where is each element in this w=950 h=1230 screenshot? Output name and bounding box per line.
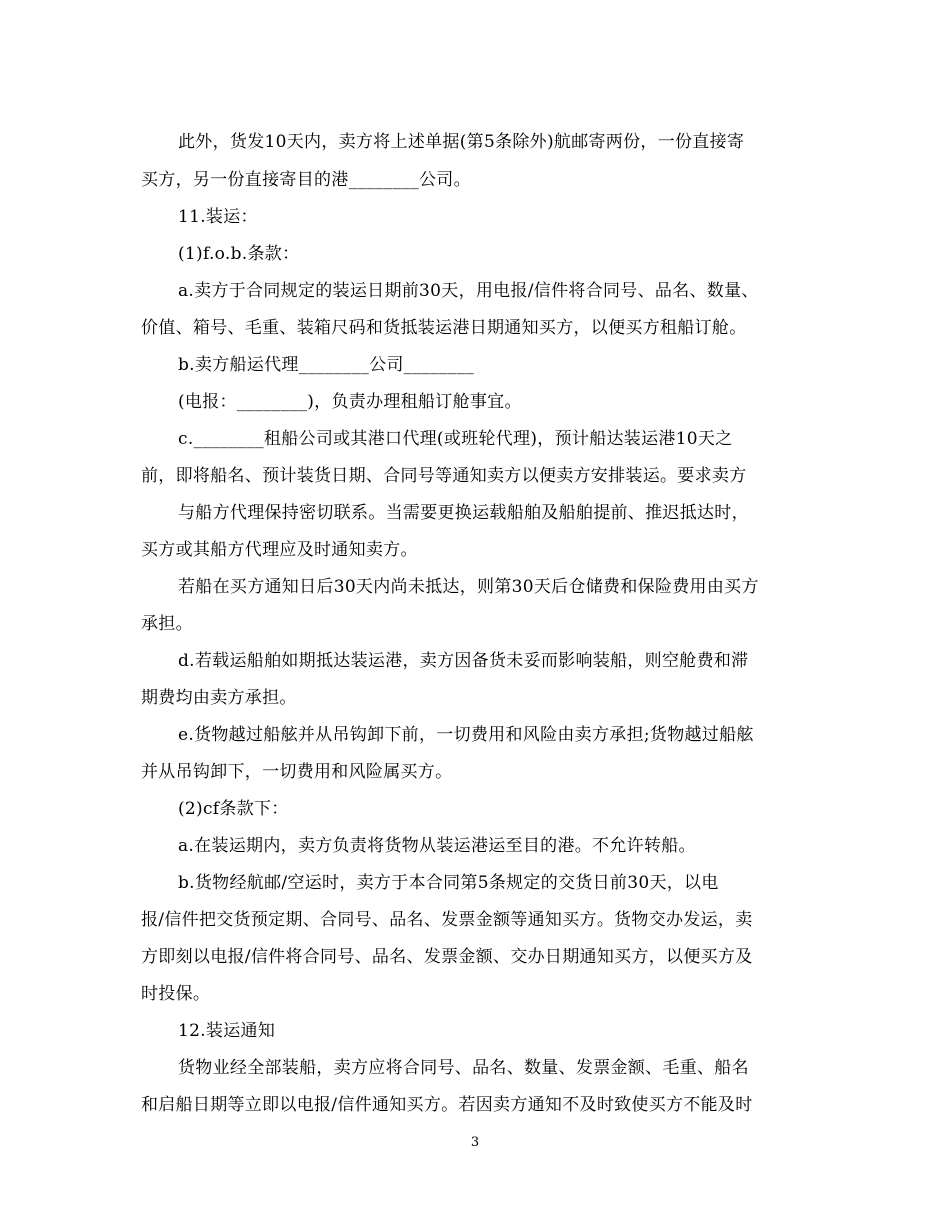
text-line: 报/信件把交货预定期、合同号、品名、发票金额等通知买方。货物交办发运，卖 (141, 910, 753, 930)
text-line: 期费均由卖方承担。 (141, 688, 297, 708)
text-line: (电报：________)，负责办理租船订舱事宜。 (178, 392, 522, 412)
text-line: c.________租船公司或其港口代理(或班轮代理)，预计船达装运港10天之 (178, 429, 733, 449)
text-line: 承担。 (141, 614, 193, 634)
text-line: 并从吊钩卸下，一切费用和风险属买方。 (141, 762, 453, 782)
sub-heading: (2)cf条款下： (178, 799, 289, 819)
text-line: 和启船日期等立即以电报/信件通知买方。若因卖方通知不及时致使买方不能及时 (141, 1095, 753, 1115)
text-line: 前，即将船名、预计装货日期、合同号等通知卖方以便卖方安排装运。要求卖方 (141, 466, 747, 486)
section-heading: 12.装运通知 (178, 1021, 276, 1041)
text-line: 此外，货发10天内，卖方将上述单据(第5条除外)航邮寄两份，一份直接寄 (178, 132, 745, 152)
sub-heading: (1)f.o.b.条款： (178, 244, 300, 264)
text-line: e.货物越过船舷并从吊钩卸下前，一切费用和风险由卖方承担;货物越过船舷 (178, 725, 754, 745)
section-heading: 11.装运： (178, 207, 258, 227)
text-line: 货物业经全部装船，卖方应将合同号、品名、数量、发票金额、毛重、船名 (178, 1058, 749, 1078)
text-line: 价值、箱号、毛重、装箱尺码和货抵装运港日期通知买方，以便买方租船订舱。 (141, 318, 747, 338)
text-line: 买方或其船方代理应及时通知卖方。 (141, 540, 418, 560)
text-line: b.卖方船运代理________公司________ (178, 355, 475, 375)
text-line: 方即刻以电报/信件将合同号、品名、发票金额、交办日期通知买方，以便买方及 (141, 947, 753, 967)
text-line: d.若载运船舶如期抵达装运港，卖方因备货未妥而影响装船，则空舱费和滞 (178, 651, 749, 671)
text-line: a.在装运期内，卖方负责将货物从装运港运至目的港。不允许转船。 (178, 836, 696, 856)
text-line: 买方，另一份直接寄目的港________公司。 (141, 170, 471, 190)
text-line: b.货物经航邮/空运时，卖方于本合同第5条规定的交货日前30天，以电 (178, 873, 719, 893)
text-line: 时投保。 (141, 984, 211, 1004)
text-line: 若船在买方通知日后30天内尚未抵达，则第30天后仓储费和保险费用由买方 (178, 577, 759, 597)
text-line: 与船方代理保持密切联系。当需要更换运载船舶及船舶提前、推迟抵达时， (178, 503, 749, 523)
text-line: a.卖方于合同规定的装运日期前30天，用电报/信件将合同号、品名、数量、 (178, 281, 759, 301)
page-number: 3 (470, 1135, 480, 1150)
